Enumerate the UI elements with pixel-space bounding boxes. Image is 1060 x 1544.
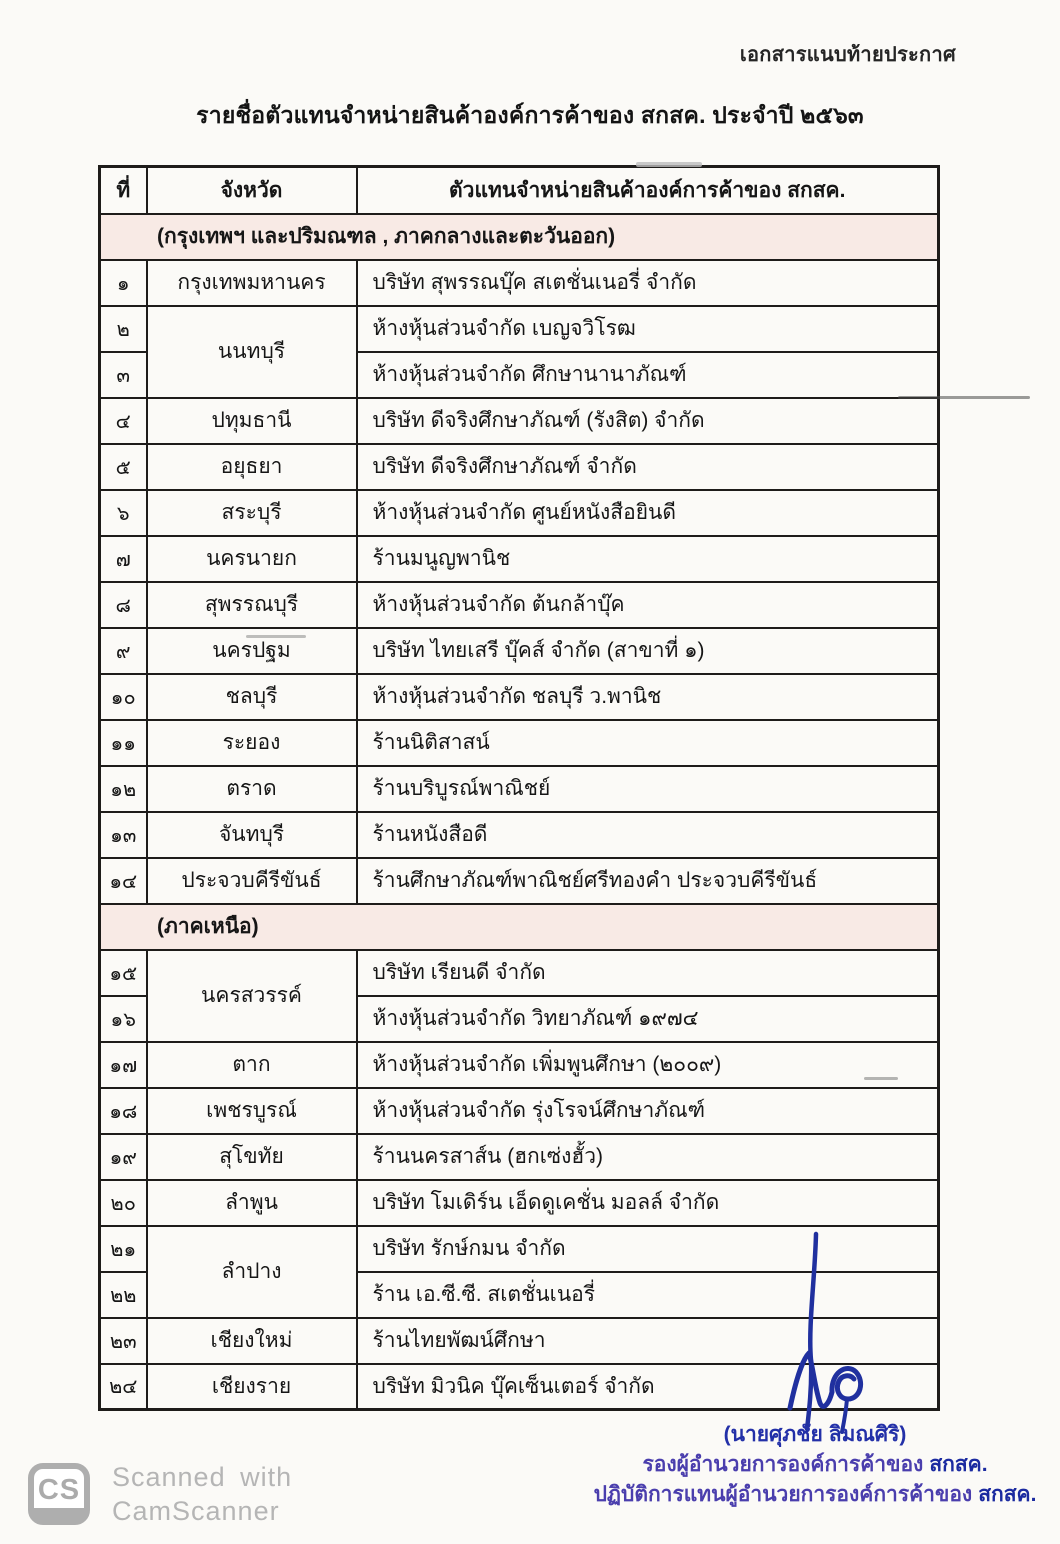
camscanner-logo-icon bbox=[28, 1463, 90, 1525]
dealer-cell: ห้างหุ้นส่วนจำกัด ศูนย์หนังสือยินดี bbox=[357, 490, 939, 536]
section-row bbox=[100, 214, 939, 260]
province-cell: ชลบุรี bbox=[147, 674, 357, 720]
row-number-cell: ๖ bbox=[100, 490, 147, 536]
row-number-cell: ๑๙ bbox=[100, 1134, 147, 1180]
province-cell: สุโขทัย bbox=[147, 1134, 357, 1180]
signature-block bbox=[560, 1420, 1060, 1510]
province-cell: นนทบุรี bbox=[147, 306, 357, 398]
province-cell: ปทุมธานี bbox=[147, 398, 357, 444]
row-number-cell: ๕ bbox=[100, 444, 147, 490]
dealer-cell: ร้านศึกษาภัณฑ์พาณิชย์ศรีทองคำ ประจวบคีรีขันธ์ bbox=[357, 858, 939, 904]
province-cell: เชียงใหม่ bbox=[147, 1318, 357, 1364]
row-number-cell: ๑๖ bbox=[100, 996, 147, 1042]
row-number-cell: ๑๕ bbox=[100, 950, 147, 996]
province-cell: ลำพูน bbox=[147, 1180, 357, 1226]
dealer-cell: บริษัท รักษ์กมน จำกัด bbox=[357, 1226, 939, 1272]
table-row bbox=[100, 582, 939, 628]
province-cell: จันทบุรี bbox=[147, 812, 357, 858]
camscanner-caption-line1: Scanned with bbox=[112, 1462, 293, 1492]
row-number-cell: ๑๘ bbox=[100, 1088, 147, 1134]
col-header-dealer: ตัวแทนจำหน่ายสินค้าองค์การค้าของ สกสค. bbox=[357, 167, 939, 214]
table-row bbox=[100, 674, 939, 720]
corner-note: เอกสารแนบท้ายประกาศ bbox=[739, 44, 956, 66]
row-number-cell: ๒๐ bbox=[100, 1180, 147, 1226]
camscanner-watermark bbox=[28, 1460, 292, 1528]
table-row bbox=[100, 1134, 939, 1180]
dealer-cell: บริษัท ดีจริงศึกษาภัณฑ์ จำกัด bbox=[357, 444, 939, 490]
province-cell: นครสวรรค์ bbox=[147, 950, 357, 1042]
section-row bbox=[100, 904, 939, 950]
table-row bbox=[100, 1318, 939, 1364]
signatory-name: (นายศุภชัย ลิมณศิริ) bbox=[723, 1423, 907, 1446]
scan-artifact bbox=[246, 635, 306, 638]
dealer-cell: ห้างหุ้นส่วนจำกัด รุ่งโรจน์ศึกษาภัณฑ์ bbox=[357, 1088, 939, 1134]
table-row bbox=[100, 766, 939, 812]
table-row bbox=[100, 1226, 939, 1272]
dealer-cell: ร้านนิติสาสน์ bbox=[357, 720, 939, 766]
table-row bbox=[100, 306, 939, 352]
table-row bbox=[100, 444, 939, 490]
province-cell: ประจวบคีรีขันธ์ bbox=[147, 858, 357, 904]
dealer-cell: ร้านไทยพัฒน์ศึกษา bbox=[357, 1318, 939, 1364]
row-number-cell: ๒๔ bbox=[100, 1364, 147, 1410]
dealer-cell: ร้านมนูญพานิช bbox=[357, 536, 939, 582]
province-cell: นครปฐม bbox=[147, 628, 357, 674]
camscanner-caption bbox=[112, 1460, 292, 1528]
province-cell: นครนายก bbox=[147, 536, 357, 582]
col-header-province: จังหวัด bbox=[147, 167, 357, 214]
province-cell: สระบุรี bbox=[147, 490, 357, 536]
dealer-cell: ร้านนครสาส์น (ฮกเซ่งฮั้ว) bbox=[357, 1134, 939, 1180]
page-title: รายชื่อตัวแทนจำหน่ายสินค้าองค์การค้าของ สกสค. ประจำปี ๒๕๖๓ bbox=[196, 102, 864, 128]
dealer-cell: ห้างหุ้นส่วนจำกัด เบญจวิโรฒ bbox=[357, 306, 939, 352]
dealer-cell: ห้างหุ้นส่วนจำกัด ศึกษานานาภัณฑ์ bbox=[357, 352, 939, 398]
row-number-cell: ๒ bbox=[100, 306, 147, 352]
row-number-cell: ๑๔ bbox=[100, 858, 147, 904]
table-header-row bbox=[100, 167, 939, 214]
table-row bbox=[100, 1088, 939, 1134]
table-row bbox=[100, 858, 939, 904]
col-header-no: ที่ bbox=[100, 167, 147, 214]
dealer-cell: บริษัท โมเดิร์น เอ็ดดูเคชั่น มอลล์ จำกัด bbox=[357, 1180, 939, 1226]
row-number-cell: ๓ bbox=[100, 352, 147, 398]
org-abbreviation: สกสค. bbox=[978, 1483, 1037, 1506]
row-number-cell: ๒๑ bbox=[100, 1226, 147, 1272]
camscanner-caption-line2: CamScanner bbox=[112, 1496, 280, 1526]
row-number-cell: ๔ bbox=[100, 398, 147, 444]
dealer-cell: ห้างหุ้นส่วนจำกัด วิทยาภัณฑ์ ๑๙๗๔ bbox=[357, 996, 939, 1042]
dealer-cell: บริษัท เรียนดี จำกัด bbox=[357, 950, 939, 996]
table-row bbox=[100, 1042, 939, 1088]
province-cell: กรุงเทพมหานคร bbox=[147, 260, 357, 306]
province-cell: เพชรบูรณ์ bbox=[147, 1088, 357, 1134]
dealer-cell: ห้างหุ้นส่วนจำกัด ชลบุรี ว.พานิช bbox=[357, 674, 939, 720]
province-cell: ระยอง bbox=[147, 720, 357, 766]
row-number-cell: ๒๓ bbox=[100, 1318, 147, 1364]
province-cell: ตาก bbox=[147, 1042, 357, 1088]
row-number-cell: ๙ bbox=[100, 628, 147, 674]
row-number-cell: ๘ bbox=[100, 582, 147, 628]
table-row bbox=[100, 812, 939, 858]
row-number-cell: ๑๗ bbox=[100, 1042, 147, 1088]
dealer-cell: บริษัท ไทยเสรี บุ๊คส์ จำกัด (สาขาที่ ๑) bbox=[357, 628, 939, 674]
scan-artifact bbox=[864, 1077, 898, 1080]
dealer-cell: บริษัท ดีจริงศึกษาภัณฑ์ (รังสิต) จำกัด bbox=[357, 398, 939, 444]
scan-artifact bbox=[898, 396, 1030, 399]
province-cell: เชียงราย bbox=[147, 1364, 357, 1410]
dealer-cell: บริษัท สุพรรณบุ๊ค สเตชั่นเนอรี่ จำกัด bbox=[357, 260, 939, 306]
row-number-cell: ๑๒ bbox=[100, 766, 147, 812]
row-number-cell: ๑๑ bbox=[100, 720, 147, 766]
province-cell: สุพรรณบุรี bbox=[147, 582, 357, 628]
province-cell: ตราด bbox=[147, 766, 357, 812]
section-label: (ภาคเหนือ) bbox=[100, 904, 939, 950]
row-number-cell: ๗ bbox=[100, 536, 147, 582]
row-number-cell: ๒๒ bbox=[100, 1272, 147, 1318]
signatory-role-line1: รองผู้อำนวยการองค์การค้าของ สกสค. bbox=[642, 1453, 988, 1476]
section-label: (กรุงเทพฯ และปริมณฑล , ภาคกลางและตะวันออก) bbox=[100, 214, 939, 260]
table-row bbox=[100, 950, 939, 996]
province-cell: อยุธยา bbox=[147, 444, 357, 490]
table-row bbox=[100, 260, 939, 306]
dealer-cell: ห้างหุ้นส่วนจำกัด ต้นกล้าบุ๊ค bbox=[357, 582, 939, 628]
row-number-cell: ๑๓ bbox=[100, 812, 147, 858]
dealer-cell: ห้างหุ้นส่วนจำกัด เพิ่มพูนศึกษา (๒๐๐๙) bbox=[357, 1042, 939, 1088]
table-row bbox=[100, 1180, 939, 1226]
table-row bbox=[100, 398, 939, 444]
dealer-cell: บริษัท มิวนิค บุ๊คเซ็นเตอร์ จำกัด bbox=[357, 1364, 939, 1410]
dealer-cell: ร้านบริบูรณ์พาณิชย์ bbox=[357, 766, 939, 812]
dealer-table bbox=[98, 165, 940, 1411]
signatory-role-line2: ปฏิบัติการแทนผู้อำนวยการองค์การค้าของ สกสค. bbox=[593, 1483, 1037, 1506]
org-abbreviation: สกสค. bbox=[929, 1453, 988, 1476]
table-row bbox=[100, 628, 939, 674]
camscanner-logo-bar bbox=[33, 1508, 85, 1521]
province-cell: ลำปาง bbox=[147, 1226, 357, 1318]
camscanner-logo-letters: CS bbox=[37, 1473, 81, 1506]
table-row bbox=[100, 720, 939, 766]
table-row bbox=[100, 536, 939, 582]
scan-artifact bbox=[636, 162, 702, 167]
table-row bbox=[100, 1364, 939, 1410]
row-number-cell: ๑๐ bbox=[100, 674, 147, 720]
dealer-cell: ร้านหนังสือดี bbox=[357, 812, 939, 858]
dealer-cell: ร้าน เอ.ซี.ซี. สเตชั่นเนอรี่ bbox=[357, 1272, 939, 1318]
table-row bbox=[100, 490, 939, 536]
row-number-cell: ๑ bbox=[100, 260, 147, 306]
